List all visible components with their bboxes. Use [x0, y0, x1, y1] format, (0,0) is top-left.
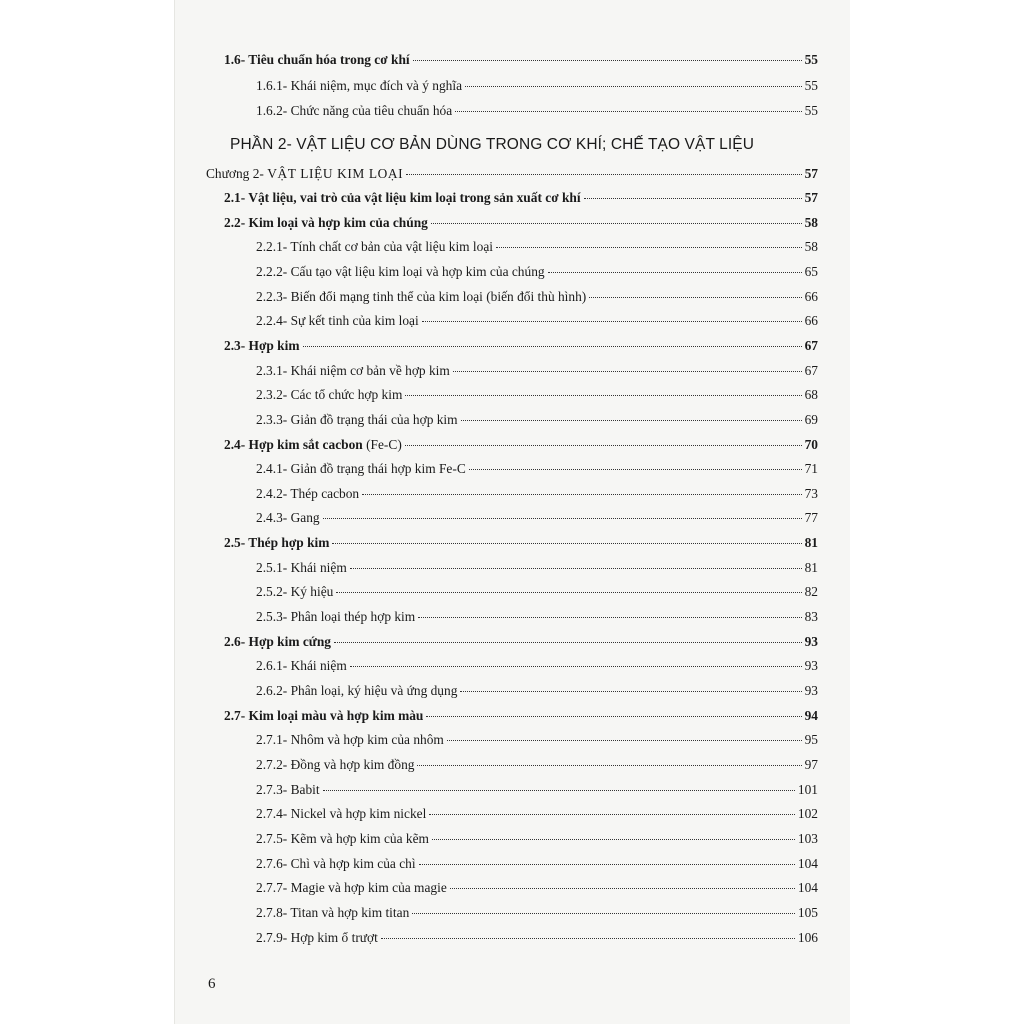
toc-label: [224, 215, 428, 231]
leader-dots: [548, 272, 802, 273]
toc-label: [256, 103, 452, 119]
toc-subsection: [256, 880, 818, 896]
toc-page-number: 65: [804, 264, 818, 279]
toc-label: [256, 289, 586, 305]
toc-label-suffix: (Fe-C): [362, 437, 402, 452]
toc-label: [256, 732, 444, 748]
toc-subsection: [256, 609, 818, 625]
toc-subsection: [256, 363, 818, 379]
toc-label: [256, 905, 409, 921]
toc-label: [224, 437, 402, 453]
toc-label-text: 2.2.1- Tính chất cơ bản của vật liệu kim loại: [256, 239, 494, 254]
toc-page-number: 70: [804, 437, 818, 452]
leader-dots: [405, 445, 802, 446]
toc-label: [256, 658, 347, 674]
toc-label: [224, 634, 331, 650]
toc-label-text: 2.4.3- Gang: [256, 510, 320, 525]
toc-label: [256, 683, 457, 699]
toc-page-number: 68: [804, 387, 818, 402]
toc-label-text: 2.3.3- Giản đồ trạng thái của hợp kim: [256, 412, 458, 427]
toc-section: [224, 52, 818, 68]
toc-page-number: 103: [797, 831, 818, 846]
toc-label-text: 2.7.6- Chì và hợp kim của chì: [256, 856, 416, 871]
toc-label: [256, 313, 419, 329]
toc-label-text: 2.2.3- Biến đổi mạng tinh thể của kim loại (biến đổi thù hình): [256, 289, 587, 304]
leader-dots: [362, 494, 801, 495]
toc-label: [256, 560, 347, 576]
chapter-page: 57: [804, 166, 818, 181]
toc-page-number: 81: [804, 535, 818, 550]
leader-dots: [422, 321, 802, 322]
toc-subsection: [256, 412, 818, 428]
toc-label-text: 2.7.2- Đồng và hợp kim đồng: [256, 757, 415, 772]
toc-label-text: 2.4.2- Thép cacbon: [256, 486, 360, 501]
toc-subsection: [256, 856, 818, 872]
toc-page-number: 97: [804, 757, 818, 772]
toc-subsection: [256, 486, 818, 502]
toc-label-text: 1.6.1- Khái niệm, mục đích và ý nghĩa: [256, 78, 463, 93]
leader-dots: [336, 592, 801, 593]
leader-dots: [469, 469, 802, 470]
toc-label: [256, 387, 402, 403]
toc-page-number: 93: [804, 658, 818, 673]
toc-subsection: [256, 732, 818, 748]
toc-label: [256, 363, 450, 379]
toc-label: [256, 510, 320, 526]
leader-dots: [455, 111, 801, 112]
toc-label-text: 2.7.5- Kẽm và hợp kim của kẽm: [256, 831, 429, 846]
toc-label-text: 2.7.1- Nhôm và hợp kim của nhôm: [256, 732, 444, 747]
chapter-heading: [206, 166, 818, 182]
toc-label: [256, 806, 426, 822]
toc-label-text: 2.4.1- Giản đồ trạng thái hợp kim Fe-C: [256, 461, 466, 476]
toc-page-number: 104: [797, 880, 818, 895]
toc-label-text: 2.7.7- Magie và hợp kim của magie: [256, 880, 447, 895]
toc-page-number: 71: [804, 461, 818, 476]
leader-dots: [429, 814, 795, 815]
toc-subsection: [256, 658, 818, 674]
toc-page-number: 67: [804, 363, 818, 378]
toc-page-number: 58: [804, 239, 818, 254]
toc-subsection: [256, 584, 818, 600]
toc-page-number: 93: [804, 683, 818, 698]
leader-dots: [303, 346, 802, 347]
toc-label: [256, 880, 447, 896]
leader-dots: [350, 666, 802, 667]
toc-label: [256, 757, 414, 773]
leader-dots: [426, 716, 801, 717]
toc-label-text: 2.4- Hợp kim sắt cacbon: [224, 437, 363, 452]
toc-page-number: 55: [804, 52, 818, 67]
toc-page-number: 93: [804, 634, 818, 649]
toc-label-text: 2.2- Kim loại và hợp kim của chúng: [224, 215, 428, 230]
toc-section: [224, 437, 818, 453]
toc-label: [256, 609, 415, 625]
toc-subsection: [256, 560, 818, 576]
toc-label-text: 2.1- Vật liệu, vai trò của vật liệu kim loại trong sản xuất cơ khí: [224, 190, 581, 205]
leader-dots: [431, 223, 802, 224]
toc-label-text: 2.5.3- Phân loại thép hợp kim: [256, 609, 416, 624]
toc-section: [224, 215, 818, 231]
toc-label-text: 2.6.2- Phân loại, ký hiệu và ứng dụng: [256, 683, 458, 698]
toc-page-number: 101: [797, 782, 818, 797]
leader-dots: [406, 174, 801, 175]
toc-page-number: 102: [797, 806, 818, 821]
leader-dots: [589, 297, 801, 298]
toc-label: [256, 782, 320, 798]
toc-subsection: [256, 683, 818, 699]
toc-label: [224, 535, 329, 551]
toc-label: [256, 584, 333, 600]
book-page: [174, 0, 850, 1024]
toc-label: [256, 461, 466, 477]
part-title: PHẦN 2- VẬT LIỆU CƠ BẢN DÙNG TRONG CƠ KHÍ; CHẾ TẠO VẬT LIỆU: [230, 136, 754, 153]
toc-page-number: 77: [804, 510, 818, 525]
toc-label-text: 2.5.1- Khái niệm: [256, 560, 347, 575]
leader-dots: [334, 642, 802, 643]
chapter-label: [206, 166, 403, 182]
toc-label-text: 1.6.2- Chức năng của tiêu chuẩn hóa: [256, 103, 453, 118]
leader-dots: [432, 839, 795, 840]
toc-label-text: 2.7.9- Hợp kim ổ trượt: [256, 930, 378, 945]
leader-dots: [450, 888, 795, 889]
toc-page-number: 69: [804, 412, 818, 427]
toc-page-number: 67: [804, 338, 818, 353]
toc-label-text: 2.7.8- Titan và hợp kim titan: [256, 905, 410, 920]
toc-page-number: 83: [804, 609, 818, 624]
toc-label-text: 2.7- Kim loại màu và hợp kim màu: [224, 708, 424, 723]
leader-dots: [405, 395, 801, 396]
leader-dots: [465, 86, 802, 87]
leader-dots: [461, 420, 802, 421]
toc-label-text: 2.6- Hợp kim cứng: [224, 634, 331, 649]
toc-subsection: [256, 757, 818, 773]
toc-page-number: 55: [804, 103, 818, 118]
toc-page-number: 94: [804, 708, 818, 723]
toc-section: [224, 190, 818, 206]
toc-subsection: [256, 905, 818, 921]
toc-label-text: 2.6.1- Khái niệm: [256, 658, 347, 673]
toc-subsection: [256, 782, 818, 798]
toc-label: [256, 412, 458, 428]
toc-page-number: 81: [804, 560, 818, 575]
leader-dots: [460, 691, 801, 692]
toc-subsection: [256, 806, 818, 822]
toc-label: [256, 856, 416, 872]
toc-page-number: 106: [797, 930, 818, 945]
toc-label: [224, 708, 423, 724]
leader-dots: [323, 790, 795, 791]
toc-label-text: 2.2.4- Sự kết tinh của kim loại: [256, 313, 419, 328]
toc-page-number: 66: [804, 289, 818, 304]
toc-subsection: [256, 930, 818, 946]
leader-dots: [381, 938, 795, 939]
toc-section: [224, 634, 818, 650]
leader-dots: [496, 247, 802, 248]
leader-dots: [419, 864, 795, 865]
toc-section: [224, 535, 818, 551]
leader-dots: [447, 740, 802, 741]
toc-label-text: 2.7.4- Nickel và hợp kim nickel: [256, 806, 427, 821]
leader-dots: [584, 198, 802, 199]
chapter-prefix: Chương 2-: [206, 166, 264, 181]
toc-page-number: 58: [804, 215, 818, 230]
leader-dots: [412, 913, 795, 914]
toc-subsection: [256, 387, 818, 403]
toc-subsection: [256, 289, 818, 305]
toc-page-number: 57: [804, 190, 818, 205]
leader-dots: [418, 617, 801, 618]
toc-label: [224, 190, 581, 206]
toc-label: [256, 831, 429, 847]
toc-subsection: [256, 103, 818, 119]
toc-label: [224, 52, 410, 68]
toc-label-text: 2.5- Thép hợp kim: [224, 535, 330, 550]
leader-dots: [413, 60, 802, 61]
toc-page-number: 73: [804, 486, 818, 501]
toc-page-number: 66: [804, 313, 818, 328]
leader-dots: [350, 568, 802, 569]
toc-label: [256, 486, 359, 502]
toc-subsection: [256, 313, 818, 329]
toc-label-text: 2.5.2- Ký hiệu: [256, 584, 334, 599]
toc-label-text: 2.2.2- Cấu tạo vật liệu kim loại và hợp kim của chúng: [256, 264, 545, 279]
toc-page-number: 105: [797, 905, 818, 920]
toc-subsection: [256, 461, 818, 477]
toc-label: [256, 239, 493, 255]
toc-section: [224, 338, 818, 354]
toc-subsection: [256, 239, 818, 255]
toc-label: [256, 930, 378, 946]
toc-label: [256, 78, 462, 94]
toc-section: [224, 708, 818, 724]
page-number: 6: [208, 976, 216, 992]
toc-subsection: [256, 510, 818, 526]
toc-label: [256, 264, 545, 280]
chapter-title: VẬT LIỆU KIM LOẠI: [267, 166, 404, 181]
leader-dots: [332, 543, 801, 544]
toc-page-number: 95: [804, 732, 818, 747]
leader-dots: [323, 518, 802, 519]
toc-label-text: 2.3- Hợp kim: [224, 338, 300, 353]
leader-dots: [453, 371, 802, 372]
toc-page-number: 55: [804, 78, 818, 93]
toc-page-number: 82: [804, 584, 818, 599]
toc-label-text: 1.6- Tiêu chuẩn hóa trong cơ khí: [224, 52, 410, 67]
toc-label-text: 2.7.3- Babit: [256, 782, 320, 797]
toc-subsection: [256, 831, 818, 847]
toc-label-text: 2.3.2- Các tổ chức hợp kim: [256, 387, 403, 402]
leader-dots: [417, 765, 801, 766]
toc-label-text: 2.3.1- Khái niệm cơ bản về hợp kim: [256, 363, 450, 378]
toc-label: [224, 338, 300, 354]
toc-subsection: [256, 264, 818, 280]
toc-page-number: 104: [797, 856, 818, 871]
toc-subsection: [256, 78, 818, 94]
